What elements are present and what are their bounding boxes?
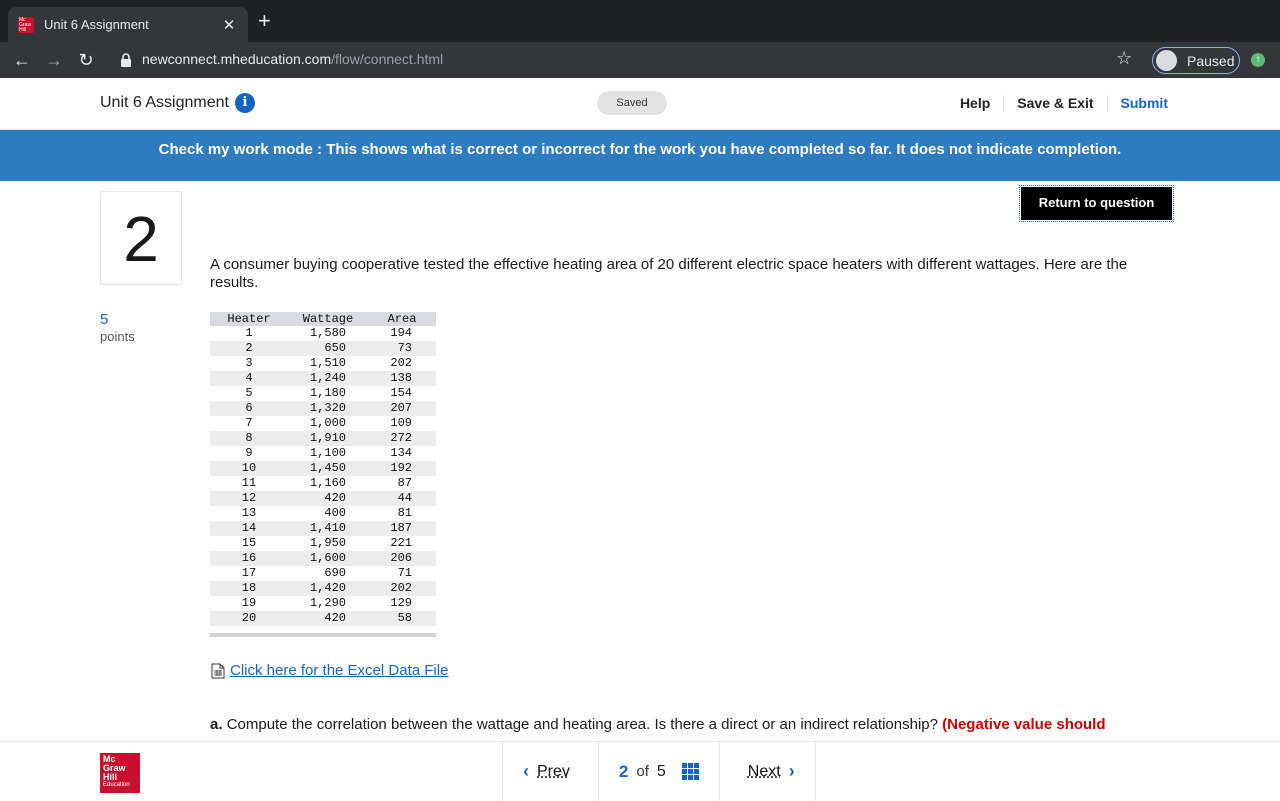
logo-line: Graw — [103, 763, 126, 773]
chevron-right-icon: › — [788, 761, 795, 781]
data-table — [210, 312, 436, 626]
heater-cell: 16 — [210, 551, 288, 566]
mcgraw-hill-favicon-icon: Mc Graw Hill — [18, 17, 34, 33]
current-question: 2 — [618, 761, 629, 781]
back-arrow-icon[interactable]: ← — [13, 49, 31, 70]
points-value: 5 — [100, 311, 109, 328]
new-tab-icon[interactable]: + — [258, 8, 271, 33]
wattage-cell: 690 — [324, 566, 346, 580]
area-cell: 58 — [368, 611, 436, 626]
heater-cell: 4 — [210, 371, 288, 386]
part-a-warning: (Negative value should — [942, 716, 1106, 733]
wattage-cell: 1,450 — [288, 461, 368, 476]
header-links — [947, 95, 1168, 111]
heater-cell: 20 — [210, 611, 288, 626]
heater-cell: 11 — [241, 476, 257, 490]
table-row — [210, 371, 436, 386]
wattage-cell: 1,000 — [309, 416, 346, 430]
heater-cell: 3 — [245, 356, 253, 370]
area-cell: 138 — [368, 371, 436, 386]
assignment-title: Unit 6 Assignment — [100, 94, 229, 111]
lock-icon — [119, 52, 133, 68]
logo-line: Mc — [103, 754, 116, 764]
url-host: newconnect.mheducation.com — [142, 51, 332, 67]
info-icon[interactable]: i — [235, 93, 255, 113]
wattage-cell: 1,410 — [288, 521, 368, 536]
area-cell: 87 — [397, 476, 412, 490]
of-label: of — [636, 763, 649, 780]
wattage-cell: 1,600 — [288, 551, 368, 566]
part-a-label: a. — [210, 716, 223, 733]
table-row — [210, 551, 436, 566]
heater-cell: 17 — [241, 566, 257, 580]
area-cell: 194 — [390, 326, 412, 340]
wattage-cell: 1,510 — [309, 356, 346, 370]
table-row — [210, 566, 436, 581]
mcgraw-hill-logo — [100, 753, 140, 793]
prev-label: Prev — [537, 762, 570, 780]
avatar — [1156, 50, 1177, 71]
table-row — [210, 326, 436, 341]
wattage-cell: 1,100 — [309, 446, 346, 460]
excel-data-link[interactable] — [210, 662, 448, 679]
table-row — [210, 431, 436, 446]
address-bar[interactable] — [142, 51, 443, 67]
wattage-cell: 1,580 — [309, 326, 346, 340]
table-header-row — [210, 312, 436, 326]
browser-toolbar — [0, 42, 1280, 78]
area-cell: 134 — [390, 446, 412, 460]
page-indicator — [599, 742, 720, 801]
question-prompt: A consumer buying cooperative tested the effective heating area of 20 different electric space heaters with different wattages. Here are the results. — [210, 256, 1128, 291]
total-questions: 5 — [656, 762, 666, 780]
heater-cell: 14 — [210, 521, 288, 536]
heater-cell: 2 — [210, 341, 288, 356]
prev-button[interactable] — [503, 742, 599, 801]
wattage-cell: 420 — [288, 611, 368, 626]
excel-file-icon — [210, 663, 226, 679]
heater-cell: 9 — [245, 446, 253, 460]
table-row — [210, 581, 436, 596]
wattage-cell: 1,160 — [309, 476, 346, 490]
forward-arrow-icon[interactable]: → — [45, 49, 63, 70]
footer — [0, 741, 1280, 800]
table-row — [210, 476, 436, 491]
saved-status-badge: Saved — [597, 91, 667, 115]
table-row — [210, 506, 436, 521]
profile-status: Paused — [1187, 52, 1235, 69]
bookmark-star-icon[interactable]: ☆ — [1116, 48, 1133, 68]
points-label: points — [100, 329, 135, 344]
next-button[interactable] — [720, 742, 815, 801]
area-cell: 206 — [368, 551, 436, 566]
reload-icon[interactable]: ↻ — [78, 49, 94, 70]
heater-cell: 7 — [245, 416, 253, 430]
area-cell: 109 — [390, 416, 412, 430]
check-work-banner: Check my work mode : This shows what is correct or incorrect for the work you have completed so far. It does not indicate completion. — [0, 130, 1280, 181]
area-cell: 202 — [390, 356, 412, 370]
wattage-cell: 650 — [288, 341, 368, 356]
browser-tab[interactable] — [8, 7, 248, 42]
table-row — [210, 341, 436, 356]
help-link[interactable]: Help — [947, 95, 1004, 111]
wattage-cell: 1,290 — [309, 596, 346, 610]
grid-icon[interactable] — [682, 763, 699, 780]
area-cell: 187 — [368, 521, 436, 536]
table-row — [210, 446, 436, 461]
table-row — [210, 536, 436, 551]
heater-cell: 6 — [210, 401, 288, 416]
table-footer-bar — [210, 633, 436, 637]
table-row — [210, 521, 436, 536]
wattage-cell: 1,240 — [288, 371, 368, 386]
update-icon[interactable]: ↑ — [1251, 53, 1265, 67]
wattage-cell: 1,950 — [309, 536, 346, 550]
app-header — [0, 78, 1280, 130]
question-pager — [502, 742, 816, 801]
close-tab-icon[interactable]: ✕ — [222, 16, 236, 34]
question-number: 2 — [100, 191, 182, 285]
area-cell: 71 — [397, 566, 412, 580]
next-label: Next — [747, 762, 781, 780]
submit-link[interactable]: Submit — [1120, 95, 1168, 111]
browser-tab-bar — [0, 0, 1280, 42]
wattage-cell: 1,910 — [288, 431, 368, 446]
column-header-heater: Heater — [210, 312, 288, 326]
logo-line: Hill — [103, 772, 118, 782]
area-cell: 129 — [390, 596, 412, 610]
heater-cell: 1 — [245, 326, 253, 340]
heater-cell: 8 — [210, 431, 288, 446]
table-row — [210, 596, 436, 611]
part-a-question — [210, 716, 1106, 733]
chevron-left-icon: ‹ — [523, 761, 529, 781]
wattage-cell: 400 — [324, 506, 346, 520]
table-row — [210, 401, 436, 416]
profile-button[interactable] — [1152, 47, 1240, 74]
wattage-cell: 1,180 — [309, 386, 346, 400]
area-cell: 154 — [390, 386, 412, 400]
column-header-wattage: Wattage — [288, 312, 368, 326]
table-row — [210, 491, 436, 506]
table-row — [210, 461, 436, 476]
table-row — [210, 356, 436, 371]
area-cell: 272 — [368, 431, 436, 446]
heater-cell: 19 — [241, 596, 257, 610]
table-row — [210, 611, 436, 626]
heater-cell: 18 — [210, 581, 288, 596]
heater-cell: 12 — [210, 491, 288, 506]
heater-cell: 5 — [245, 386, 253, 400]
heater-cell: 15 — [241, 536, 257, 550]
part-a-text: Compute the correlation between the wattage and heating area. Is there a direct or an indirect relationship? — [226, 716, 938, 733]
area-cell: 192 — [368, 461, 436, 476]
wattage-cell: 1,320 — [288, 401, 368, 416]
table-row — [210, 386, 436, 401]
wattage-cell: 1,420 — [288, 581, 368, 596]
url-path: /flow/connect.html — [331, 51, 444, 67]
return-to-question-button[interactable]: Return to question — [1021, 187, 1172, 220]
area-cell: 221 — [390, 536, 412, 550]
logo-line: Education — [103, 782, 130, 788]
tab-title: Unit 6 Assignment — [44, 17, 149, 32]
area-cell: 202 — [368, 581, 436, 596]
column-header-area: Area — [368, 312, 436, 326]
excel-link-text[interactable]: Click here for the Excel Data File — [230, 662, 449, 679]
wattage-cell: 420 — [288, 491, 368, 506]
area-cell: 73 — [368, 341, 436, 356]
area-cell: 44 — [368, 491, 436, 506]
area-cell: 81 — [397, 506, 412, 520]
area-cell: 207 — [368, 401, 436, 416]
table-row — [210, 416, 436, 431]
heater-cell: 13 — [241, 506, 257, 520]
heater-cell: 10 — [210, 461, 288, 476]
save-exit-link[interactable]: Save & Exit — [1004, 95, 1107, 111]
